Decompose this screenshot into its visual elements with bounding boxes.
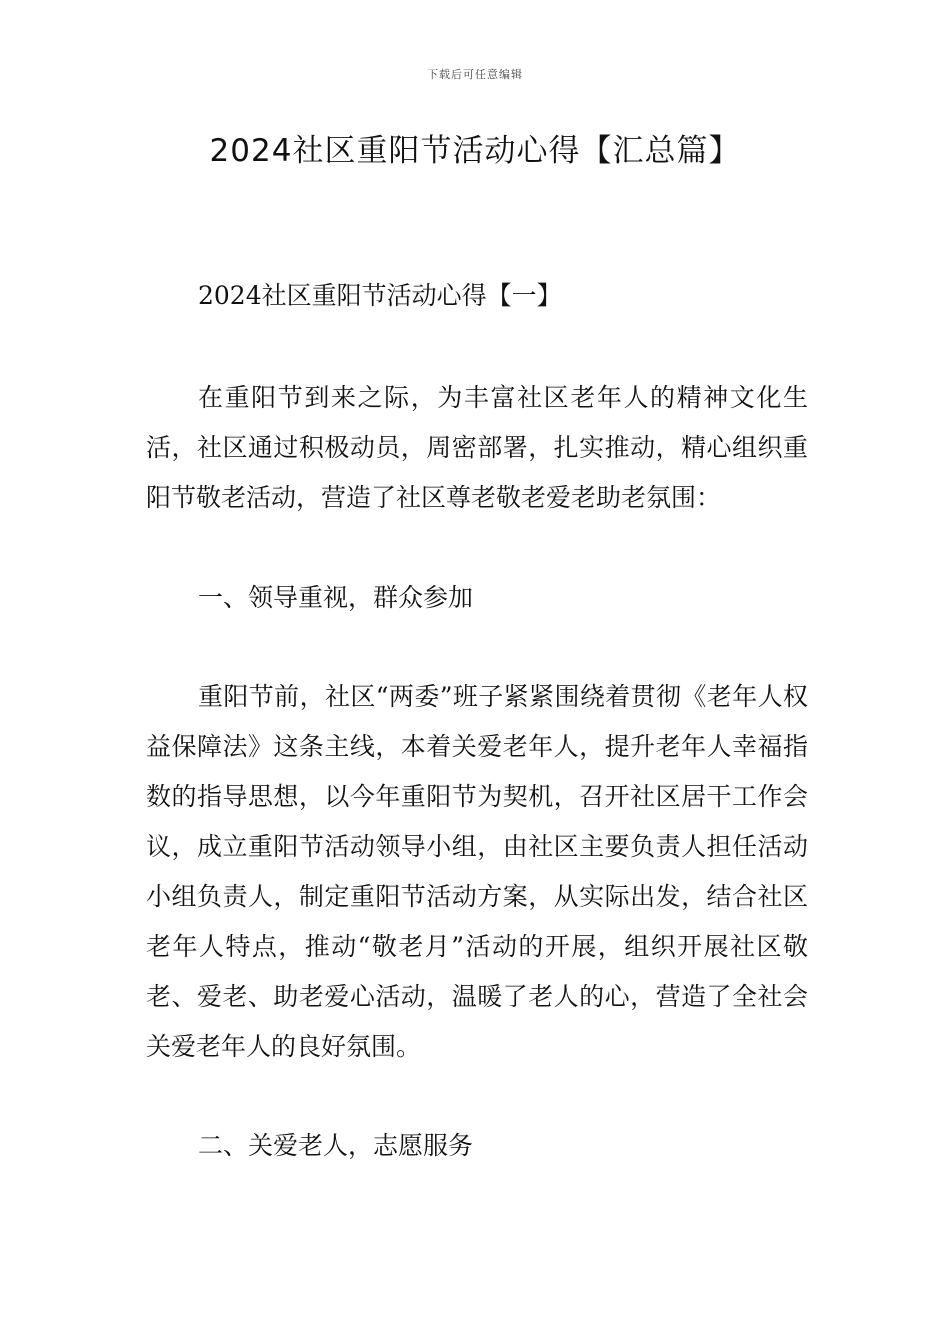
intro-paragraph: 在重阳节到来之际，为丰富社区老年人的精神文化生活，社区通过积极动员，周密部署，扎实推动，精心组织重阳节敬老活动，营造了社区尊老敬老爱老助老氛围： [146,383,808,512]
section-title: 2024社区重阳节活动心得【一】 [198,281,562,310]
document-title: 2024社区重阳节活动心得【汇总篇】 [209,133,741,169]
page-header-note: 下载后可任意编辑 [427,68,523,81]
paragraph-one: 重阳节前，社区“两委”班子紧紧围绕着贯彻《老年人权益保障法》这条主线，本着关爱老年人，提升老年人幸福指数的指导思想，以今年重阳节为契机，召开社区居干工作会议，成立重阳节活动领导小组，由社区主要负责人担任活动小组负责人，制定重阳节活动方案，从实际出发，结合社区老年人特点，推动“敬老月”活动的开展，组织开展社区敬老、爱老、助老爱心活动，温暖了老人的心，营造了全社会关爱老年人的良好氛围。 [146,682,808,1061]
heading-one: 一、领导重视，群众参加 [198,583,474,612]
heading-two: 二、关爱老人，志愿服务 [198,1131,474,1160]
